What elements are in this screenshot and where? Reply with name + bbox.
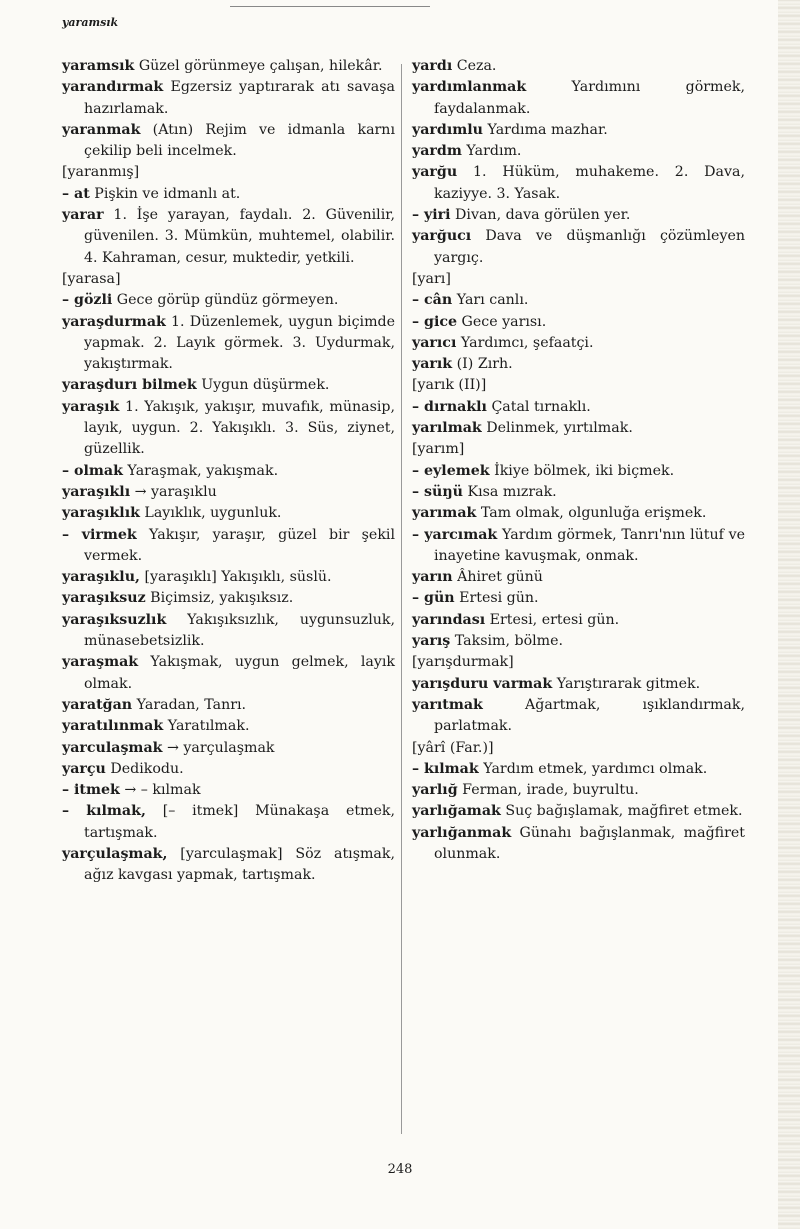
entry-definition: Yardımını görmek, faydalanmak.: [434, 79, 745, 117]
running-head: yaramsık: [62, 16, 119, 29]
entry-headword: yardı: [412, 58, 453, 74]
dictionary-entry: [62, 801, 395, 844]
entry-headword: – yarcımak: [412, 526, 498, 543]
entry-definition: Biçimsiz, yakışıksız.: [145, 590, 294, 607]
dictionary-entry: [412, 56, 745, 77]
entry-headword: – kılmak,: [62, 803, 146, 820]
entry-headword: yarılmak: [412, 420, 482, 437]
entry-definition: [yarık (II)]: [412, 377, 487, 394]
entry-definition: Egzersiz yaptırarak atı savaşa hazırlamak.: [84, 79, 395, 117]
entry-headword: yarar: [62, 207, 104, 224]
entry-definition: [yarculaşmak] Söz atışmak, ağız kavgası yapmak, tartışmak.: [84, 845, 395, 884]
entry-headword: yardımlanmak: [412, 79, 527, 96]
entry-definition: Yardıma mazhar.: [482, 121, 608, 138]
entry-definition: Ağartmak, ışıklandırmak, parlatmak.: [434, 696, 745, 735]
dictionary-entry: [412, 759, 745, 780]
entry-headword: – gün: [412, 590, 455, 607]
entry-definition: 1. Hüküm, muhakeme. 2. Dava, kaziyye. 3. Yasak.: [434, 164, 745, 202]
entry-definition: Ferman, irade, buyrultu.: [457, 782, 639, 799]
entry-definition: Yakışır, yaraşır, güzel bir şekil vermek.: [84, 526, 395, 564]
entry-definition: Kısa mızrak.: [462, 483, 557, 500]
dictionary-entry: [62, 482, 395, 503]
entry-definition: → yaraşıklu: [130, 483, 217, 500]
entry-definition: Güzel görünmeye çalışan, hilekâr.: [134, 58, 383, 74]
entry-headword: yarçu: [62, 760, 106, 777]
entry-definition: Yaraşmak, yakışmak.: [122, 462, 279, 479]
entry-headword: – itmek: [62, 782, 120, 799]
entry-definition: Ertesi, ertesi gün.: [485, 611, 620, 628]
dictionary-entry: [62, 184, 395, 205]
entry-headword: yaraşıklık: [62, 505, 140, 522]
dictionary-entry: [62, 652, 395, 695]
entry-definition: Taksim, bölme.: [450, 633, 564, 650]
entry-definition: Gece yarısı.: [457, 313, 547, 330]
dictionary-entry: [412, 141, 745, 162]
top-rule: [230, 6, 430, 7]
entry-definition: Dava ve düşmanlığı çözümleyen yargıç.: [434, 228, 745, 266]
dictionary-entry: [412, 588, 745, 609]
entry-definition: Pişkin ve idmanlı at.: [89, 185, 241, 202]
entry-headword: yarışduru varmak: [412, 675, 553, 692]
entry-definition: Ertesi gün.: [454, 590, 539, 607]
entry-definition: İkiye bölmek, iki biçmek.: [489, 462, 675, 479]
dictionary-entry: [412, 439, 745, 460]
dictionary-entry: [62, 162, 395, 183]
entry-headword: yarculaşmak: [62, 739, 163, 756]
entry-headword: – olmak: [62, 462, 123, 479]
entry-definition: Dedikodu.: [105, 760, 184, 777]
entry-definition: Yakışmak, uygun gelmek, layık olmak.: [84, 654, 395, 692]
entry-definition: Divan, dava görülen yer.: [450, 207, 631, 224]
entry-definition: 1. Yakışık, yakışır, muvafık, münasip, layık, uygun. 2. Yakışıklı. 3. Süs, ziynet, güzellik.: [84, 398, 395, 458]
entry-headword: – dırnaklı: [412, 398, 487, 415]
entry-headword: – cân: [412, 292, 453, 309]
dictionary-entry: [412, 695, 745, 738]
dictionary-entry: [62, 461, 395, 482]
entry-headword: yarımak: [412, 505, 477, 522]
dictionary-entry: [412, 290, 745, 311]
dictionary-entry: [62, 290, 395, 311]
dictionary-entry: [412, 610, 745, 631]
dictionary-entry: [62, 375, 395, 396]
entry-headword: – yiri: [412, 207, 451, 224]
entry-definition: 1. İşe yarayan, faydalı. 2. Güvenilir, güvenilen. 3. Mümkün, muhtemel, olabilir. 4. Kahraman, cesur, muktedir, yetkili.: [84, 207, 395, 266]
entry-definition: Yardım.: [461, 143, 522, 160]
entry-definition: (I) Zırh.: [452, 356, 513, 373]
entry-definition: Âhiret günü: [452, 569, 543, 586]
entry-definition: Yarı canlı.: [452, 292, 529, 309]
entry-definition: Yaratılmak.: [163, 718, 250, 735]
dictionary-entry: [62, 567, 395, 588]
entry-headword: yaratğan: [62, 696, 133, 713]
page-number: 248: [387, 1162, 413, 1177]
entry-headword: yarlığanmak: [412, 824, 512, 841]
entry-definition: Yaradan, Tanrı.: [132, 696, 247, 713]
dictionary-entry: [62, 312, 395, 376]
entry-headword: yaraşıksuzlık: [62, 611, 167, 628]
entry-headword: yaraşıksuz: [62, 590, 146, 607]
entry-definition: Yardım görmek, Tanrı'nın lütuf ve inayetine kavuşmak, onmak.: [434, 526, 745, 564]
dictionary-entry: [412, 162, 745, 205]
entry-headword: yaraşdurmak: [62, 313, 166, 330]
entry-definition: Yardım etmek, yardımcı olmak.: [478, 760, 708, 777]
dictionary-entry: [62, 269, 395, 290]
entry-definition: → – kılmak: [119, 782, 201, 799]
dictionary-entry: [412, 418, 745, 439]
entry-definition: Yakışıksızlık, uygunsuzluk, münasebetsizlik.: [84, 611, 395, 650]
entry-headword: yarçulaşmak,: [62, 845, 168, 862]
entry-definition: [yaranmış]: [62, 164, 140, 181]
entry-headword: yarlığ: [412, 782, 458, 799]
entry-definition: → yarçulaşmak: [162, 739, 275, 756]
dictionary-entry: [412, 375, 745, 396]
entry-definition: [yarım]: [412, 441, 465, 458]
entry-definition: Gece görüp gündüz görmeyen.: [112, 292, 339, 309]
dictionary-entry: [62, 120, 395, 163]
entry-definition: [yârî (Far.)]: [412, 739, 494, 756]
entry-headword: – eylemek: [412, 462, 490, 479]
dictionary-entry: [62, 77, 395, 120]
dictionary-entry: [412, 780, 745, 801]
entry-headword: yardm: [412, 143, 462, 160]
entry-headword: – gice: [412, 313, 458, 330]
entry-definition: Delinmek, yırtılmak.: [481, 420, 633, 437]
entry-headword: yaramsık: [62, 58, 135, 74]
right-column: [412, 56, 745, 865]
dictionary-entry: [412, 823, 745, 866]
dictionary-entry: [412, 482, 745, 503]
entry-headword: yarandırmak: [62, 79, 164, 96]
dictionary-entry: [62, 780, 395, 801]
entry-headword: yarındası: [412, 611, 486, 628]
entry-headword: – süŋü: [412, 483, 463, 500]
entry-headword: yarın: [412, 569, 453, 586]
dictionary-entry: [412, 525, 745, 568]
left-column: [62, 56, 395, 887]
dictionary-entry: [412, 354, 745, 375]
dictionary-entry: [412, 461, 745, 482]
entry-definition: Yarıştırarak gitmek.: [552, 675, 701, 692]
dictionary-entry: [412, 674, 745, 695]
entry-headword: yarık: [412, 356, 453, 373]
entry-definition: [yarı]: [412, 270, 451, 287]
dictionary-entry: [62, 716, 395, 737]
entry-headword: – kılmak: [412, 760, 479, 777]
entry-headword: yaratılınmak: [62, 718, 164, 735]
entry-definition: Tam olmak, olgunluğa erişmek.: [476, 505, 707, 522]
entry-definition: Yardımcı, şefaatçi.: [456, 334, 594, 351]
dictionary-entry: [62, 610, 395, 653]
entry-definition: [yaraşıklı] Yakışıklı, süslü.: [139, 569, 332, 586]
entry-headword: yaraşık: [62, 398, 120, 415]
entry-definition: [yarasa]: [62, 270, 121, 287]
dictionary-entry: [62, 503, 395, 524]
entry-headword: yarlığamak: [412, 803, 501, 820]
page-edge-scan-noise: [778, 0, 800, 1229]
column-divider: [401, 64, 402, 1134]
dictionary-entry: [62, 525, 395, 568]
entry-headword: yaraşıklı: [62, 483, 131, 500]
entry-definition: Çatal tırnaklı.: [486, 398, 591, 415]
entry-definition: Layıklık, uygunluk.: [139, 505, 282, 522]
entry-headword: yaraşdurı bilmek: [62, 377, 197, 394]
entry-headword: yarğu: [412, 164, 458, 181]
dictionary-entry: [62, 759, 395, 780]
entry-headword: – at: [62, 185, 90, 202]
dictionary-entry: [412, 205, 745, 226]
dictionary-entry: [412, 801, 745, 822]
dictionary-entry: [412, 333, 745, 354]
entry-headword: yaraşmak: [62, 654, 139, 671]
entry-definition: Suç bağışlamak, mağfiret etmek.: [500, 803, 743, 820]
entry-definition: [– itmek] Münakaşa etmek, tartışmak.: [84, 803, 396, 841]
entry-headword: yarıtmak: [412, 696, 483, 713]
dictionary-entry: [62, 844, 395, 887]
entry-headword: yaranmak: [62, 121, 141, 138]
entry-headword: – virmek: [62, 526, 137, 543]
entry-headword: yaraşıklu,: [62, 569, 140, 586]
entry-headword: yarğucı: [412, 228, 472, 245]
dictionary-entry: [412, 77, 745, 120]
dictionary-entry: [62, 56, 395, 77]
entry-definition: Uygun düşürmek.: [196, 377, 330, 394]
dictionary-entry: [62, 205, 395, 269]
entry-definition: Günahı bağışlanmak, mağfiret olunmak.: [434, 824, 745, 862]
dictionary-entry: [62, 397, 395, 461]
dictionary-entry: [412, 567, 745, 588]
dictionary-entry: [412, 503, 745, 524]
dictionary-entry: [412, 269, 745, 290]
entry-headword: yarış: [412, 633, 451, 650]
entry-headword: yardımlu: [412, 121, 483, 138]
entry-definition: Ceza.: [452, 58, 497, 74]
dictionary-entry: [62, 695, 395, 716]
dictionary-entry: [412, 652, 745, 673]
entry-definition: [yarışdurmak]: [412, 654, 514, 671]
dictionary-entry: [62, 738, 395, 759]
entry-headword: – gözli: [62, 292, 113, 309]
entry-definition: (Atın) Rejim ve idmanla karnı çekilip beli incelmek.: [84, 121, 395, 160]
entry-headword: yarıcı: [412, 334, 457, 351]
dictionary-entry: [412, 397, 745, 418]
dictionary-entry: [412, 631, 745, 652]
entry-definition: 1. Düzenlemek, uygun biçimde yapmak. 2. Layık görmek. 3. Uydurmak, yakıştırmak.: [84, 313, 395, 373]
dictionary-entry: [412, 312, 745, 333]
dictionary-entry: [412, 738, 745, 759]
dictionary-entry: [62, 588, 395, 609]
dictionary-entry: [412, 120, 745, 141]
dictionary-entry: [412, 226, 745, 269]
